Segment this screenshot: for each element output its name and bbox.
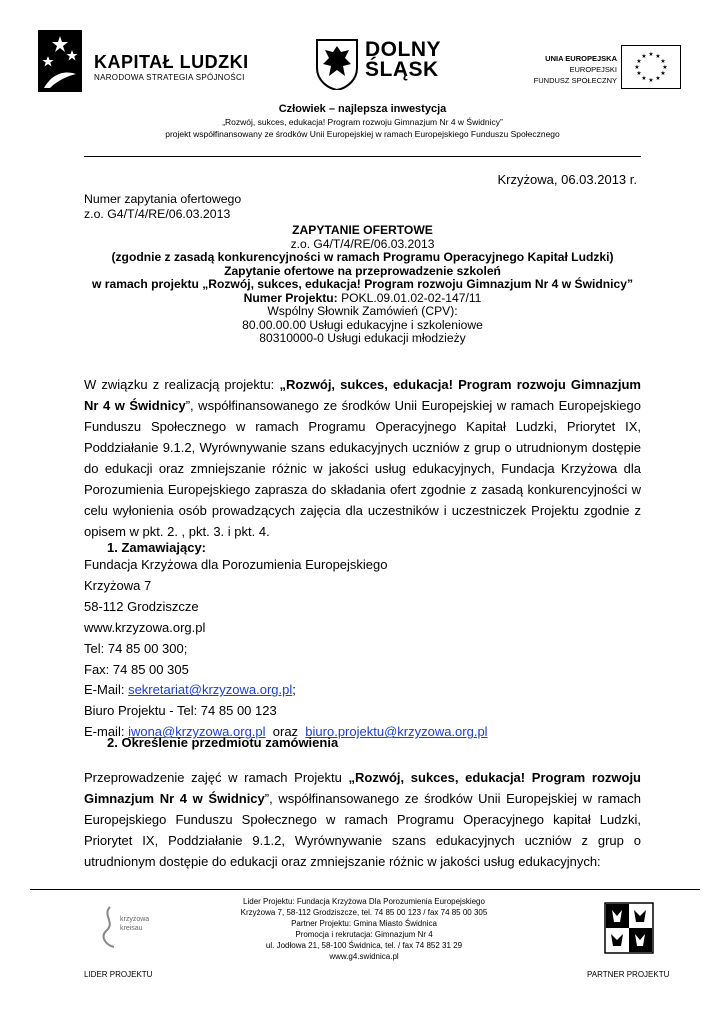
svg-text:★: ★ xyxy=(641,75,647,82)
email-join: oraz xyxy=(265,724,306,740)
section-1-title: 1. Zamawiający: xyxy=(107,540,206,555)
contractor-fax: Fax: 74 85 00 305 xyxy=(84,661,189,677)
reference-label: Numer zapytania ofertowego xyxy=(84,192,242,206)
dolny-slask-line2: ŚLĄSK xyxy=(365,58,439,81)
project-number-label: Numer Projektu: xyxy=(243,290,338,305)
contractor-details xyxy=(84,555,488,743)
kapital-ludzki-logo xyxy=(38,30,268,102)
contractor-street: Krzyżowa 7 xyxy=(84,577,152,593)
header-project-name: „Rozwój, sukces, edukacja! Program rozwoju Gimnazjum Nr 4 w Świdnicy” xyxy=(222,117,503,127)
document-title: ZAPYTANIE OFERTOWE xyxy=(292,223,433,237)
competition-rule: (zgodnie z zasadą konkurencyjności w ramach Programu Operacyjnego Kapitał Ludzki) xyxy=(111,250,614,264)
footer-divider xyxy=(30,889,700,890)
swidnica-crest-icon xyxy=(604,902,654,954)
project-header xyxy=(0,103,725,140)
svg-text:★: ★ xyxy=(641,53,647,60)
document-date: Krzyżowa, 06.03.2013 r. xyxy=(497,172,637,187)
dolny-slask-logo xyxy=(315,38,465,98)
kapital-ludzki-title: KAPITAŁ LUDZKI xyxy=(94,52,249,72)
contractor-org: Fundacja Krzyżowa dla Porozumienia Europejskiego xyxy=(84,557,388,572)
section-2-paragraph xyxy=(84,767,641,872)
svg-text:★: ★ xyxy=(655,53,661,60)
intro-prefix: W związku z realizacją projektu: xyxy=(84,377,280,392)
header-slogan: Człowiek – najlepsza inwestycja xyxy=(278,103,447,115)
footer-line4: Promocja i rekrutacja: Gimnazjum Nr 4 xyxy=(295,929,433,939)
svg-text:★: ★ xyxy=(636,70,642,77)
kapital-ludzki-mark-icon xyxy=(38,30,82,92)
reference-value: z.o. G4/T/4/RE/06.03.2013 xyxy=(84,207,231,221)
krzyzowa-logo xyxy=(96,905,166,950)
section2-project-name: „Rozwój, sukces, edukacja! Program rozwoju Gimnazjum Nr 4 w Świdnicy xyxy=(84,770,641,806)
svg-text:★: ★ xyxy=(655,75,661,82)
title-block xyxy=(84,224,641,346)
section2-prefix: Przeprowadzenie zajęć w ramach Projektu xyxy=(84,770,349,785)
footer-info xyxy=(195,897,533,962)
krzyzowa-logo-line2: kreisau xyxy=(120,925,143,932)
email-link-sekretariat[interactable]: sekretariat@krzyzowa.org.pl xyxy=(128,682,293,698)
footer-line5: ul. Jodłowa 21, 58-100 Świdnica, tel. / fax 74 852 31 29 xyxy=(265,940,463,950)
svg-text:★: ★ xyxy=(662,64,668,71)
eu-line3: FUNDUSZ SPOŁECZNY xyxy=(533,76,617,85)
krzyzowa-swirl-icon xyxy=(96,905,120,949)
eu-line2: EUROPEJSKI xyxy=(569,65,617,74)
project-number xyxy=(84,292,641,306)
dolny-slask-line1: DOLNY xyxy=(365,38,441,61)
header-divider xyxy=(84,156,641,157)
cpv-label: Wspólny Słownik Zamówień (CPV): xyxy=(267,304,458,318)
cpv-code-1: 80.00.00.00 Usługi edukacyjne i szkoleniowe xyxy=(242,317,483,332)
footer-line1: Lider Projektu: Fundacja Krzyżowa Dla Porozumienia Europejskiego xyxy=(243,897,485,906)
svg-text:★: ★ xyxy=(636,58,642,65)
project-number-value: POKL.09.01.02-02-147/11 xyxy=(341,290,482,305)
inquiry-subject: Zapytanie ofertowe na przeprowadzenie szkoleń xyxy=(224,263,501,278)
kapital-ludzki-subtitle: NARODOWA STRATEGIA SPÓJNOŚCI xyxy=(94,73,245,82)
intro-paragraph xyxy=(84,374,641,542)
footer-right-label: PARTNER PROJEKTU xyxy=(587,970,670,979)
email-label: E-Mail: xyxy=(84,682,129,698)
eu-text xyxy=(525,53,617,86)
svg-text:★: ★ xyxy=(634,64,640,71)
footer-line3: Partner Projektu: Gmina Miasto Świdnica xyxy=(291,918,437,928)
project-office: Biuro Projektu - Tel: 74 85 00 123 xyxy=(84,703,277,719)
krzyzowa-logo-line1: krzyżowa xyxy=(120,916,150,923)
contractor-email-row xyxy=(84,680,488,701)
svg-text:★: ★ xyxy=(648,77,654,84)
eagle-crest-icon xyxy=(315,38,359,90)
email-link-biuro[interactable]: biuro.projektu@krzyzowa.org.pl xyxy=(305,724,488,740)
footer-line2: Krzyżowa 7, 58-112 Grodziszcze, tel. 74 85 00 123 / fax 74 85 00 305 xyxy=(240,907,488,917)
email-link-iwona[interactable]: iwona@krzyzowa.org.pl xyxy=(128,724,266,740)
footer-line6: www.g4.swidnica.pl xyxy=(329,951,399,961)
eu-logo xyxy=(525,45,690,95)
contractor-www: www.krzyzowa.org.pl xyxy=(84,619,206,635)
eu-flag-icon xyxy=(621,45,681,89)
footer-left-label: LIDER PROJEKTU xyxy=(84,970,153,979)
svg-text:★: ★ xyxy=(660,58,666,65)
cpv-code-2: 80310000-0 Usługi edukacji młodzieży xyxy=(259,331,466,345)
svg-text:★: ★ xyxy=(648,51,654,58)
email2-label: E-mail: xyxy=(84,724,129,740)
section-2-title: 2. Określenie przedmiotu zamówienia xyxy=(107,735,339,750)
intro-rest: ”, współfinansowanego ze środków Unii Europejskiej w ramach Europejskiego Funduszu Społecznego w ramach Programu Operacyjnego Kapitał Ludzki, Priorytet IX, Poddziałanie 9.1.2, Wyrównywanie szans edukacyjnych uczniów z grup o utrudnionym dostępie do edukacji oraz zmniejszanie różnic w jakości usług edukacyjnych, Fundacja Krzyżowa dla Porozumienia Europejskiego zaprasza do składania ofert zgodnie z zasadą konkurencyjności w celu wyłonienia osób prowadzących zajęcia dla uczestników i uczestniczek Projektu zgodnie z opisem w pkt. 2. , pkt. 3. i pkt. 4. xyxy=(84,398,642,539)
inquiry-project: w ramach projektu „Rozwój, sukces, edukacja! Program rozwoju Gimnazjum Nr 4 w Świdnicy” xyxy=(92,277,633,291)
contractor-city: 58-112 Grodziszcze xyxy=(84,598,199,614)
intro-project-name: „Rozwój, sukces, edukacja! Program rozwoju Gimnazjum Nr 4 w Świdnicy xyxy=(84,377,641,413)
header-funding-note: projekt współfinansowany ze środków Unii Europejskiej w ramach Europejskiego Funduszu Społecznego xyxy=(165,129,560,139)
document-number: z.o. G4/T/4/RE/06.03.2013 xyxy=(290,236,435,251)
svg-text:★: ★ xyxy=(660,70,666,77)
contractor-tel: Tel: 74 85 00 300; xyxy=(84,640,188,656)
krzyzowa-logo-text xyxy=(120,915,149,933)
email-suffix: ; xyxy=(292,682,296,698)
reference-block xyxy=(84,192,241,222)
section2-rest: ”, współfinansowanego ze środków Unii Europejskiej w ramach Europejskiego Funduszu Społecznego w ramach Programu Operacyjnego kapitał Ludzki, Priorytet IX, Poddziałanie 9.1.2, Wyrównywanie szans edukacyjnych uczniów z grup o utrudnionym dostępie do edukacji oraz zmniejszanie różnic w jakości usług edukacyjnych: xyxy=(84,791,641,869)
eu-line1: UNIA EUROPEJSKA xyxy=(545,54,617,63)
dolny-slask-title xyxy=(365,40,441,80)
